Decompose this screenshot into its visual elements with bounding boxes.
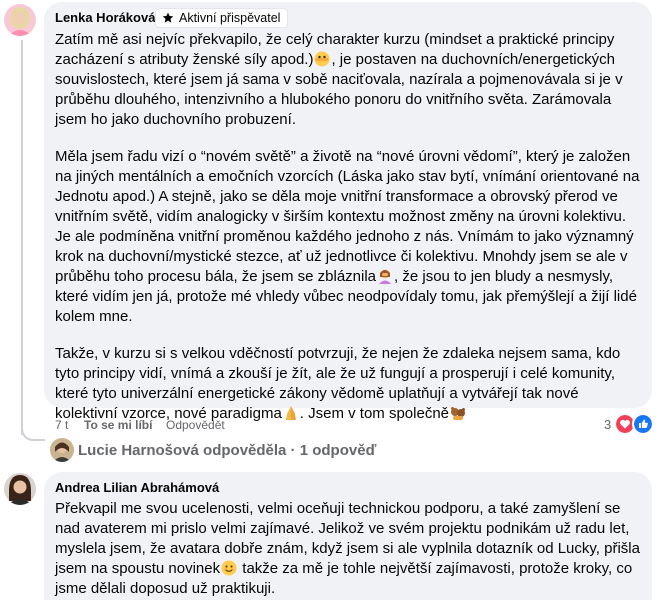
comment-paragraph bbox=[55, 499, 640, 599]
text-span: takže za mě je tohle největší zajímavosti, protože kroky, co jsme dělali doposud už praktikuji. bbox=[55, 560, 633, 597]
text-span: . Jsem v tom společně bbox=[299, 405, 450, 422]
avatar-lucie[interactable] bbox=[50, 438, 74, 462]
text-span: Překvapil me svou ucelenosti, velmi oceňuji technickou podporu, a také zamyšlení se nad avaterem mi prislo velmi zajímavé. Jelikož ve svém projektu podnikám už radu let, myslela jsem, že avatara dobře znám, když jsem si ale vyplnila dotazník od Lucky, přišla jsem na spoustu novinek bbox=[55, 500, 640, 577]
text-span: , je postaven na duchovních/energetických souvislostech, které jsem já sama v sobě naciťovala, nazírala a pojmenovávala si je v průběhu dlouhého, intenzivního a hlubokého ponoru do vnitřního světa. Zarámovala jsem ho jako duchovního probuzení. bbox=[55, 51, 623, 128]
like-reaction-icon bbox=[632, 413, 654, 435]
reaction-count: 3 bbox=[604, 416, 612, 432]
comment-author[interactable]: Lenka Horáková bbox=[55, 10, 156, 25]
comment-paragraph bbox=[55, 147, 640, 327]
contributor-badge bbox=[155, 8, 288, 28]
comment-text bbox=[55, 30, 640, 441]
text-span: Takže, v kurzu si s velkou vděčností potvrzuji, že nejen že zdaleka nejsem sama, kdo tyto principy vidí, vnímá a zkouší je žít, ale že už fungují a prosperují i celé komunity, které tyto univerzální energetické zákony vědomě uplatňují a vytvářejí tak nové kolektivní vzorce, nové paradigma bbox=[55, 345, 621, 422]
smiling-face-icon bbox=[221, 560, 237, 576]
comment-paragraph bbox=[55, 344, 640, 424]
text-span: Měla jsem řadu vizí o “novém světě” a životě na “nové úrovni vědomí”, který je založen na jiných mentálních a emočních vzorcích (Láska jako stav bytí, vnímání orientované na Jednotu apod.) A stejně, jako se děla moje vnitřní transformace a obrovský přerod ve vnitřním světě, vidím analogicky v širším kontextu možnost změny na úrovni kolektivu. Je ale podmíněna vnitřní proměnou každého jednoho z nás. Vnímám to jako významný krok na duchovní/mystické stezce, ať už jednotlivce či kolektivu. Mnohdy jsem se ale v průběhu toho procesu bála, že jsem se zbláznila bbox=[55, 148, 640, 285]
comment-paragraph bbox=[55, 30, 640, 130]
text-span: Zatím mě asi nejvíc překvapilo, že celý charakter kurzu (mindset a praktické principy zacházení s atributy ženské síly apod.) bbox=[55, 31, 615, 68]
reaction-summary[interactable] bbox=[604, 413, 654, 435]
hugging-bears-icon bbox=[450, 405, 466, 421]
reply-button[interactable]: Odpovědět bbox=[166, 418, 225, 432]
text-span: , že jsou to jen bludy a nesmysly, které vidím jen já, protože mé vhledy vůbec neodpovídaly tomu, jak přemýšlejí a žijí lidé kolem mne. bbox=[55, 268, 637, 325]
badge-label: Aktivní přispěvatel bbox=[179, 11, 281, 25]
comment-author[interactable]: Andrea Lilian Abrahámová bbox=[55, 480, 220, 495]
comment-text bbox=[55, 499, 640, 599]
woman-facepalming-icon bbox=[377, 268, 393, 284]
like-button[interactable]: To se mi líbí bbox=[84, 418, 153, 432]
thread-connector bbox=[21, 419, 45, 441]
avatar-andrea[interactable] bbox=[4, 473, 36, 505]
folded-hands-icon bbox=[283, 405, 299, 421]
thread-line bbox=[21, 40, 23, 435]
star-badge-icon bbox=[162, 12, 174, 24]
comment-timestamp[interactable]: 7 t bbox=[55, 418, 69, 432]
face-with-peeking-eye-icon bbox=[314, 51, 330, 67]
view-replies-link[interactable]: Lucie Harnošová odpověděla · 1 odpověď bbox=[78, 442, 377, 459]
avatar-lenka[interactable] bbox=[4, 4, 36, 36]
